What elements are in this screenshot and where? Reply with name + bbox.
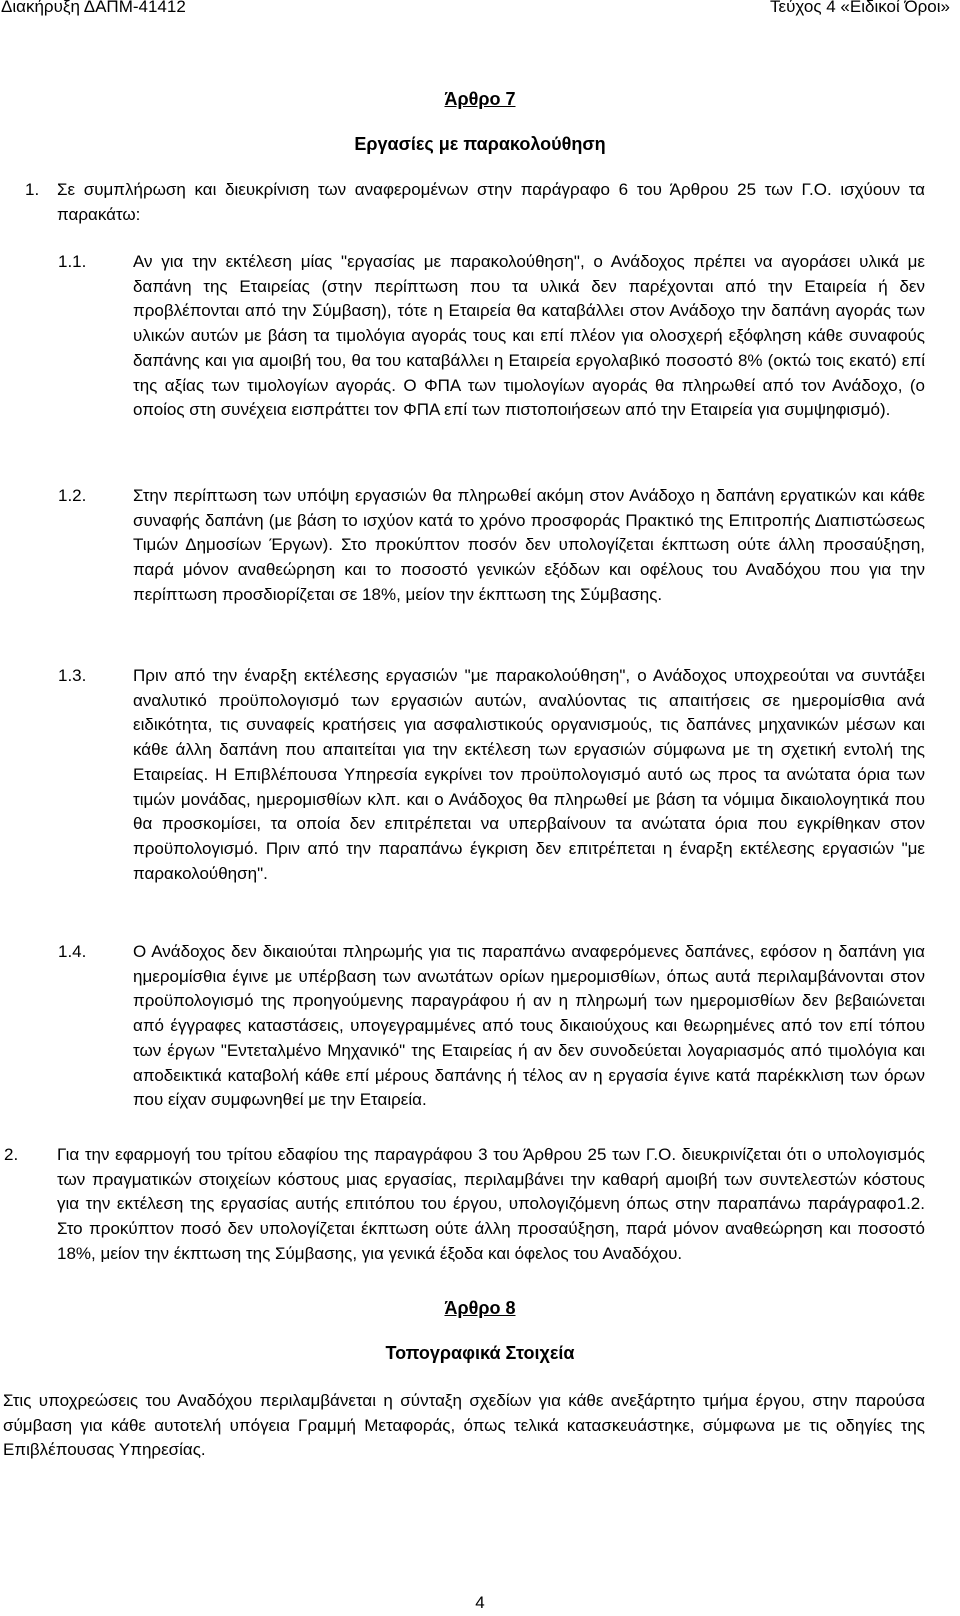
paragraph-1-1-number: 1.1.	[58, 252, 87, 271]
article-7-subtitle: Εργασίες με παρακολούθηση	[354, 134, 606, 154]
paragraph-1-3	[58, 664, 925, 886]
paragraph-1-3-number: 1.3.	[58, 666, 87, 685]
page-header	[0, 0, 960, 20]
header-document-id: Διακήρυξη ΔΑΠΜ-41412	[1, 0, 186, 16]
article-7-title: Άρθρο 7	[444, 89, 516, 109]
page-number: 4	[475, 1593, 485, 1612]
paragraph-1-number: 1.	[25, 180, 40, 199]
article-8-title: Άρθρο 8	[444, 1298, 516, 1318]
article-8-paragraph: Στις υποχρεώσεις του Αναδόχου περιλαμβάνεται η σύνταξη σχεδίων για κάθε ανεξάρτητο τμήμα έργου, στην παρούσα σύμβαση για κάθε αυτοτελή υπόγεια Γραμμή Μεταφοράς, όπως τελικά κατασκευάστηκε, σύμφωνα με τις οδηγίες της Επιβλέπουσας Υπηρεσίας.	[3, 1391, 925, 1460]
paragraph-1-4-text: Ο Ανάδοχος δεν δικαιούται πληρωμής για τις παραπάνω αναφερόμενες δαπάνες, εφόσον η δαπάνη για ημερομίσθια έγινε με υπέρβαση των ανωτάτων ορίων ημερομισθίων, όπως αυτά περιλαμβάνονται στον προϋπολογισμό της προηγούμενης παραγράφου ή αν η πληρωμή των ημερομισθίων δεν βεβαιώνεται από έγγραφες καταστάσεις, υπογεγραμμένες από τους δικαιούχους και θεωρημένες από τον επί τόπου των έργων "Εντεταλμένο Μηχανικό" της Εταιρείας ή αν δεν συνοδεύεται λογαριασμός από τιμολόγια και αποδεικτικά καταβολή κάθε επί μέρους δαπάνης ή τέλος αν η εργασία έγινε κατά παρέκκλιση των όρων που είχαν συμφωνηθεί με την Εταιρεία.	[133, 942, 925, 1110]
article-8-subtitle: Τοπογραφικά Στοιχεία	[385, 1343, 575, 1363]
paragraph-1-1-text: Αν για την εκτέλεση μίας "εργασίας με παρακολούθηση", ο Ανάδοχος πρέπει να αγοράσει υλικά με δαπάνη της Εταιρείας (στην περίπτωση που τα υλικά δεν παρέχονται από την Εταιρεία ή δεν προβλέπονται από την Σύμβαση), τότε η Εταιρεία θα καταβάλλει στον Ανάδοχο την δαπάνη αγοράς των υλικών αυτών με βάση τα τιμολόγια αγοράς τους και επί πλέον για ολοσχερή εξόφληση κάθε συναφούς δαπάνης και για αμοιβή του, θα του καταβάλλει η Εταιρεία εργολαβικό ποσοστό 8% (οκτώ τοις εκατό) επί της αξίας των τιμολογίων αγοράς. Ο ΦΠΑ των τιμολογίων αγοράς θα πληρωθεί από τον Ανάδοχο, (ο οποίος στη συνέχεια εισπράττει τον ΦΠΑ επί των πιστοποιήσεων από την Εταιρεία για συμψηφισμό).	[133, 252, 925, 420]
paragraph-1-text: Σε συμπλήρωση και διευκρίνιση των αναφερομένων στην παράγραφο 6 του Άρθρου 25 των Γ.Ο. ισχύουν τα παρακάτω:	[57, 180, 925, 224]
paragraph-1-2-number: 1.2.	[58, 486, 87, 505]
paragraph-1-4-number: 1.4.	[58, 942, 87, 961]
paragraph-1	[25, 178, 925, 227]
paragraph-1-1	[58, 250, 925, 423]
paragraph-1-2	[58, 484, 925, 608]
paragraph-2	[4, 1143, 925, 1267]
paragraph-2-text: Για την εφαρμογή του τρίτου εδαφίου της παραγράφου 3 του Άρθρου 25 των Γ.Ο. διευκρινίζεται ότι ο υπολογισμός των πραγματικών στοιχείων κόστους μιας εργασίας, περιλαμβάνει την καθαρή αμοιβή των συντελεστών κόστους για την εκτέλεση της εργασίας αυτής επιτόπου του έργου, υπολογιζόμενη όπως στην παραπάνω παράγραφο1.2. Στο προκύπτον ποσό δεν υπολογίζεται έκπτωση ούτε άλλη προσαύξηση, παρά μόνον αναθεώρηση και ποσοστό 18%, μείον την έκπτωση της Σύμβασης, για γενικά έξοδα και όφελος του Αναδόχου.	[57, 1145, 925, 1263]
paragraph-1-2-text: Στην περίπτωση των υπόψη εργασιών θα πληρωθεί ακόμη στον Ανάδοχο η δαπάνη εργατικών και κάθε συναφής δαπάνη (με βάση το ισχύον κατά το χρόνο προσφοράς Πρακτικό της Επιτροπής Διαπιστώσεως Τιμών Δημοσίων Έργων). Στο προκύπτον ποσόν δεν υπολογίζεται έκπτωση ούτε άλλη προσαύξηση, παρά μόνον αναθεώρηση και το ποσοστό γενικών εξόδων και οφέλους του Αναδόχου που για την περίπτωση προσδιορίζεται σε 18%, μείον την έκπτωση της Σύμβασης.	[133, 486, 925, 604]
paragraph-1-4	[58, 940, 925, 1113]
paragraph-1-3-text: Πριν από την έναρξη εκτέλεσης εργασιών "με παρακολούθηση", ο Ανάδοχος υποχρεούται να συντάξει αναλυτικό προϋπολογισμό των εργασιών αυτών, αναλύοντας τις απαιτήσεις σε ημερομίσθια ανά ειδικότητα, τις συναφείς κρατήσεις για ασφαλιστικούς οργανισμούς, τις δαπάνες μηχανικών μέσων και κάθε άλλη δαπάνη που απαιτείται για την εκτέλεση των εργασιών σύμφωνα με τη σχετική εντολή της Εταιρείας. Η Επιβλέπουσα Υπηρεσία εγκρίνει τον προϋπολογισμό αυτό ως προς τα ανώτατα όρια των τιμών μονάδας, ημερομισθίων κλπ. και ο Ανάδοχος θα πληρωθεί με βάση τα νόμιμα δικαιολογητικά που θα προσκομίσει, τα οποία δεν επιτρέπεται να υπερβαίνουν τα ανώτατα όρια που εγκρίθηκαν στον προϋπολογισμό. Πριν από την παραπάνω έγκριση δεν επιτρέπεται η έναρξη εκτέλεσης εργασιών "με παρακολούθηση".	[133, 666, 925, 883]
paragraph-2-number: 2.	[4, 1145, 19, 1164]
header-volume-title: Τεύχος 4 «Ειδικοί Όροι»	[770, 0, 950, 16]
